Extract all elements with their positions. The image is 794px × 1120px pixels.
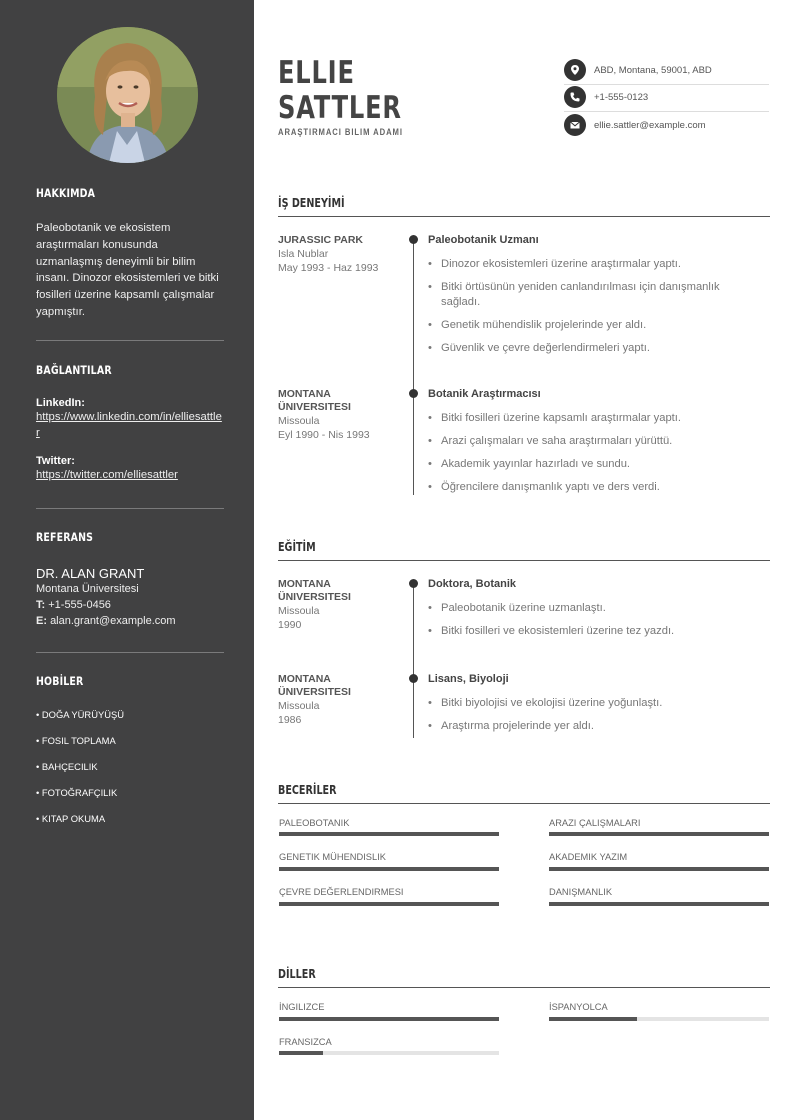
divider <box>278 803 770 804</box>
skill-bar <box>279 867 499 871</box>
timeline-line <box>413 240 414 495</box>
timeline-dot <box>409 235 418 244</box>
org-name: MONTANA ÜNIVERSITESI <box>278 578 351 603</box>
bullet-item: • Güvenlik ve çevre değerlendirmeleri yaptı. <box>428 341 758 356</box>
hobby-item: • DOĞA YÜRÜYÜŞÜ <box>36 709 125 720</box>
date-range: Eyl 1990 - Nis 1993 <box>278 429 370 441</box>
timeline-dot <box>409 579 418 588</box>
skills-heading: BECERİLER <box>278 783 337 797</box>
divider <box>36 340 224 341</box>
main-content <box>254 0 794 1120</box>
bullet-item: • Bitki örtüsünün yeniden canlandırılması için danışmanlık sağladı. <box>428 280 758 310</box>
phone-icon <box>564 86 586 108</box>
degree-title: Lisans, Biyoloji <box>428 673 509 685</box>
degree-title: Doktora, Botanik <box>428 578 517 590</box>
twitter-label: Twitter: <box>36 455 75 467</box>
phone-text: +1-555-0123 <box>594 92 649 103</box>
skill-label: ARAZI ÇALIŞMALARI <box>549 818 641 828</box>
skill-bar <box>549 902 769 906</box>
bullet-item: • Dinozor ekosistemleri üzerine araştırmalar yaptı. <box>428 257 758 272</box>
avatar <box>57 27 198 163</box>
contact-email <box>564 114 769 140</box>
about-text: Paleobotanik ve ekosistem araştırmaları konusunda uzmanlaşmış deneyimli bir bilim insanı. Dinozor ekosistemleri ve bitki fosilleri üzerine kapsamlı çalışmalar yapmıştır. <box>36 222 219 318</box>
reference-name: DR. ALAN GRANT <box>36 566 145 581</box>
skill-bar <box>279 902 499 906</box>
skill-label: PALEOBOTANIK <box>279 818 350 828</box>
bullet-item: • Bitki fosilleri üzerine kapsamlı araştırmalar yaptı. <box>428 411 758 426</box>
education-meta <box>278 578 396 632</box>
first-name: ELLIE <box>278 55 355 91</box>
about-heading: HAKKIMDA <box>36 186 96 200</box>
bullet-item: • Akademik yayınlar hazırladı ve sundu. <box>428 457 758 472</box>
language-label: FRANSIZCA <box>279 1037 332 1047</box>
skill-bar-fill <box>549 867 769 871</box>
bullet-item: • Paleobotanik üzerine uzmanlaştı. <box>428 601 758 616</box>
reference-phone-label: T: <box>36 599 46 611</box>
twitter-link[interactable]: https://twitter.com/elliesattler <box>36 469 178 481</box>
reference-heading: REFERANS <box>36 530 94 544</box>
hobby-item: • KITAP OKUMA <box>36 813 106 824</box>
language-bar-fill <box>279 1051 323 1055</box>
org-place: Missoula <box>278 700 320 712</box>
location-pin-icon <box>564 59 586 81</box>
language-bar <box>279 1017 499 1021</box>
timeline-line <box>413 584 414 738</box>
languages-heading: DİLLER <box>278 967 316 981</box>
last-name: SATTLER <box>278 90 402 126</box>
skill-bar <box>549 832 769 836</box>
reference-org: Montana Üniversitesi <box>36 583 139 595</box>
language-bar <box>549 1017 769 1021</box>
skill-bar-fill <box>549 832 769 836</box>
date-range: May 1993 - Haz 1993 <box>278 262 379 274</box>
skill-bar-fill <box>279 902 499 906</box>
org-place: Missoula <box>278 605 320 617</box>
role-title: Paleobotanik Uzmanı <box>428 234 539 246</box>
linkedin-link[interactable]: https://www.linkedin.com/in/elliesattler <box>36 411 222 439</box>
experience-meta <box>278 388 396 442</box>
hobby-item: • BAHÇECILIK <box>36 761 98 772</box>
contact-address <box>564 59 769 85</box>
divider <box>278 560 770 561</box>
org-place: Missoula <box>278 415 320 427</box>
divider <box>36 652 224 653</box>
sidebar <box>0 0 254 1120</box>
org-name: JURASSIC PARK <box>278 234 363 246</box>
envelope-icon <box>564 114 586 136</box>
links-heading: BAĞLANTILAR <box>36 363 112 377</box>
about-section <box>36 186 224 321</box>
hobby-item: • FOSIL TOPLAMA <box>36 735 116 746</box>
contact-phone <box>564 86 769 112</box>
skill-bar <box>549 867 769 871</box>
language-bar-fill <box>549 1017 637 1021</box>
experience-heading: İŞ DENEYİMİ <box>278 196 345 210</box>
language-bar-fill <box>279 1017 499 1021</box>
bullet-item: • Genetik mühendislik projelerinde yer aldı. <box>428 318 758 333</box>
skill-bar-fill <box>279 832 499 836</box>
bullet-item: • Araştırma projelerinde yer aldı. <box>428 719 758 734</box>
skill-label: DANIŞMANLIK <box>549 887 613 897</box>
skill-label: ÇEVRE DEĞERLENDIRMESI <box>279 887 404 897</box>
email-text: ellie.sattler@example.com <box>594 120 706 131</box>
skill-bar-fill <box>279 867 499 871</box>
hobbies-section <box>36 674 224 688</box>
full-name <box>278 56 402 126</box>
skill-bar <box>279 832 499 836</box>
linkedin-label: LinkedIn: <box>36 397 85 409</box>
hobbies-heading: HOBİLER <box>36 674 84 688</box>
education-meta <box>278 673 396 727</box>
role-title: Botanik Araştırmacısı <box>428 388 541 400</box>
date-range: 1990 <box>278 619 302 631</box>
reference-email: alan.grant@example.com <box>50 615 176 627</box>
language-bar <box>279 1051 499 1055</box>
links-section <box>36 363 224 483</box>
divider <box>278 216 770 217</box>
reference-email-label: E: <box>36 615 47 627</box>
divider <box>278 987 770 988</box>
skill-label: AKADEMIK YAZIM <box>549 852 628 862</box>
divider <box>36 508 224 509</box>
timeline-dot <box>409 674 418 683</box>
reference-section <box>36 530 224 629</box>
hobby-item: • FOTOĞRAFÇILIK <box>36 787 118 798</box>
timeline-dot <box>409 389 418 398</box>
org-name: MONTANA ÜNIVERSITESI <box>278 388 351 413</box>
bullet-item: • Arazi çalışmaları ve saha araştırmaları yürüttü. <box>428 434 758 449</box>
experience-meta <box>278 234 396 275</box>
education-heading: EĞİTİM <box>278 540 316 554</box>
org-name: MONTANA ÜNIVERSITESI <box>278 673 351 698</box>
bullet-item: • Bitki biyolojisi ve ekolojisi üzerine yoğunlaştı. <box>428 696 758 711</box>
bullet-item: • Öğrencilere danışmanlık yaptı ve ders verdi. <box>428 480 758 495</box>
org-place: Isla Nublar <box>278 248 329 260</box>
reference-phone: +1-555-0456 <box>48 599 111 611</box>
date-range: 1986 <box>278 714 302 726</box>
language-label: İNGILIZCE <box>279 1002 325 1012</box>
address-text: ABD, Montana, 59001, ABD <box>594 65 712 76</box>
skill-label: GENETIK MÜHENDISLIK <box>279 852 386 862</box>
skill-bar-fill <box>549 902 769 906</box>
job-title: ARAŞTIRMACI BILIM ADAMI <box>278 127 403 137</box>
bullet-item: • Bitki fosilleri ve ekosistemleri üzerine tez yazdı. <box>428 624 758 639</box>
language-label: İSPANYOLCA <box>549 1002 608 1012</box>
